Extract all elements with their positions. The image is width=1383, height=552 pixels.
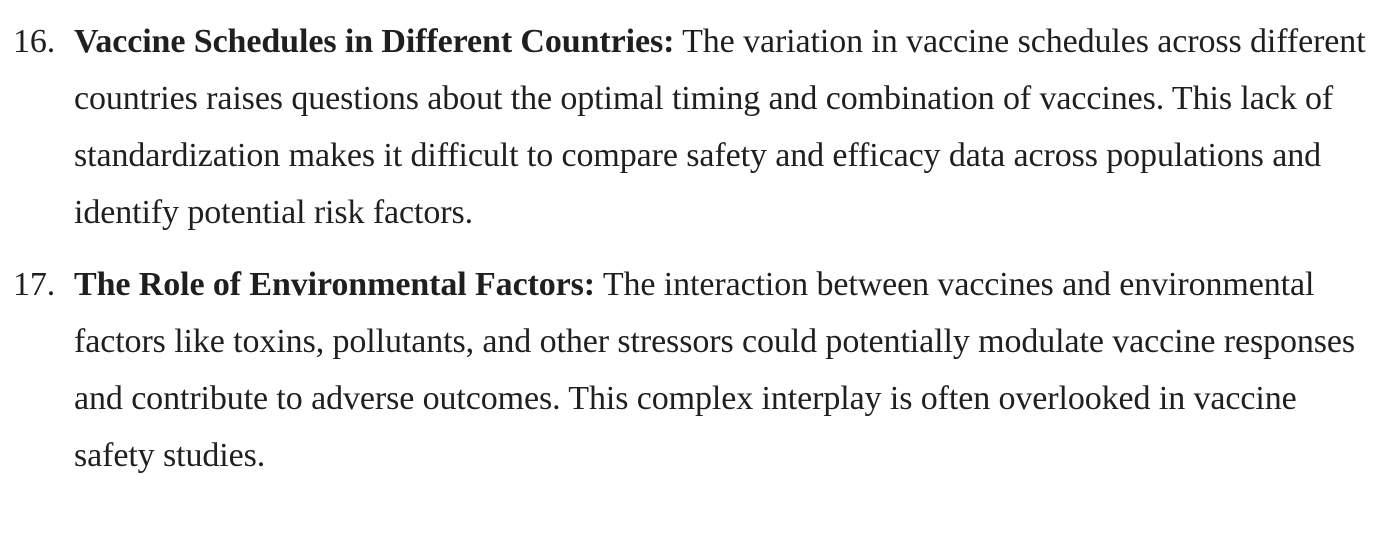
- list-item-number: 16.: [13, 23, 56, 60]
- list-item: [0, 256, 1374, 484]
- list-item-body: The variation in vaccine schedules across different countries raises questions about the optimal timing and combination of vaccines. This lack of standardization makes it difficult to compare safety and efficacy data across populations and identify potential risk factors.: [74, 23, 1366, 231]
- list-item-heading: The Role of Environmental Factors:: [74, 266, 596, 303]
- list-item-heading: Vaccine Schedules in Different Countries:: [74, 23, 675, 60]
- list-item-body: The interaction between vaccines and environmental factors like toxins, pollutants, and other stressors could potentially modulate vaccine responses and contribute to adverse outcomes. This complex interplay is often overlooked in vaccine safety studies.: [74, 266, 1356, 474]
- list-item-number: 17.: [13, 266, 56, 303]
- numbered-list: [0, 13, 1383, 484]
- list-item: [0, 13, 1374, 241]
